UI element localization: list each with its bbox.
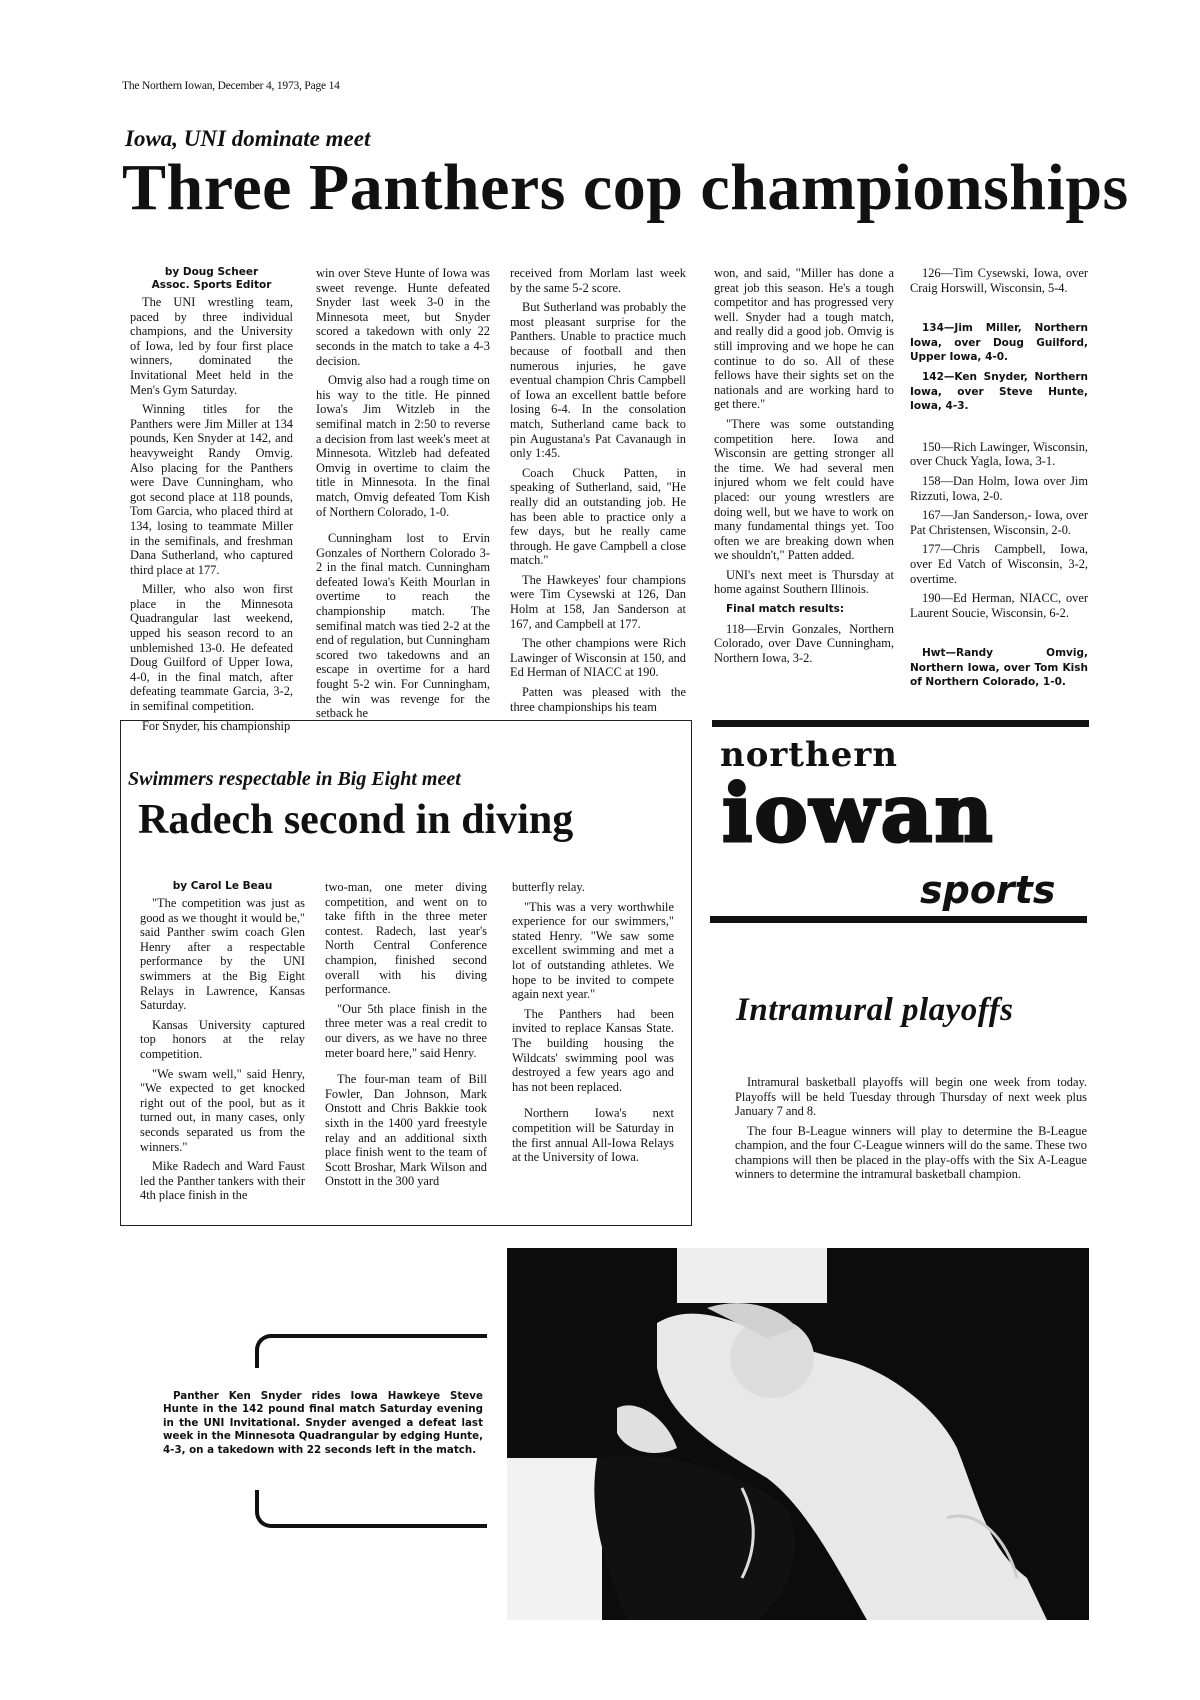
paragraph: The Hawkeyes' four champions were Tim Cysewski at 126, Dan Holm at 158, Jan Sanderson at 167, and Campbell at 177.	[510, 572, 686, 631]
result-item: 142—Ken Snyder, Northern Iowa, over Steve Hunte, Iowa, 4-3.	[910, 370, 1088, 413]
page-folio: The Northern Iowan, December 4, 1973, Page 14	[122, 80, 340, 92]
intramural-body	[735, 1075, 1087, 1187]
intramural-headline: Intramural playoffs	[736, 992, 1014, 1028]
paragraph: "There was some outstanding competition here. Iowa and Wisconsin are getting stronger all the time. We had several men injured whom we felt could have placed: our young wrestlers are doing well, but we have to work on many fundamental things yet. Too often we are breaking down when we shouldn't," Patten added.	[714, 416, 894, 563]
logo-bottom-rule	[710, 916, 1087, 923]
paragraph: Winning titles for the Panthers were Jim Miller at 134 pounds, Ken Snyder at 142, and heavyweight Randy Omvig. Also placing for the Panthers were Dave Cunningham, who got second place at 118 pounds, Tom Garcia, who placed third at 134, losing to teammate Miller in the semifinals, and freshman Dana Sutherland, who captured third place at 177.	[130, 402, 293, 577]
paragraph: The Panthers had been invited to replace Kansas State. The building housing the Wildcats' swimming pool was destroyed a few years ago and has not been replaced.	[512, 1006, 674, 1094]
byline-title: Assoc. Sports Editor	[151, 279, 272, 291]
paragraph: Coach Chuck Patten, in speaking of Sutherland, said, "He really did an outstanding job. He has been able to practice only a few days, but he really came through. He gave Campbell a close match."	[510, 465, 686, 568]
paragraph: But Sutherland was probably the most pleasant surprise for the Panthers. Unable to practice much because of football and then numerous injuries, he gave eventual champion Chris Campbell of Iowa an excellent battle before losing 6-4. In the consolation match, Sutherland came back to pin Augustana's Pat Cavanaugh in only 1:45.	[510, 300, 686, 461]
paragraph: The four B-League winners will play to determine the B-League champion, and the four C-League winners will do the same. These two champions will then be placed in the play-offs with the Six A-League winners to determine the intramural basketball champion.	[735, 1123, 1087, 1181]
result-item: 177—Chris Campbell, Iowa, over Ed Vatch of Wisconsin, 3-2, overtime.	[910, 542, 1088, 586]
result-item: 158—Dan Holm, Iowa over Jim Rizzuti, Iowa, 2-0.	[910, 473, 1088, 503]
paragraph: two-man, one meter diving competition, and went on to take fifth in the three meter contest. Radech, last year's North Central Conference champion, finished second overall with his diving performance.	[325, 880, 487, 997]
paragraph: Patten was pleased with the three championships his team	[510, 685, 686, 714]
logo-iowan: iowan	[722, 766, 995, 860]
swimming-column-3	[512, 880, 674, 1170]
paragraph: Kansas University captured top honors at the relay competition.	[140, 1017, 305, 1061]
caption-bracket-bottom	[255, 1490, 487, 1528]
wrestling-column-1	[130, 266, 293, 738]
paragraph: The other champions were Rich Lawinger of Wisconsin at 150, and Ed Herman of NIACC at 190.	[510, 636, 686, 680]
wrestling-kicker: Iowa, UNI dominate meet	[125, 126, 371, 151]
swimming-column-1	[140, 880, 305, 1208]
paragraph: Mike Radech and Ward Faust led the Panther tankers with their 4th place finish in the	[140, 1159, 305, 1203]
paragraph: won, and said, "Miller has done a great job this season. He's a tough competitor and has progressed very well. Snyder had a tough match, and really did a good job. Omvig is still improving and we hope he can continue to do so. All of these fellows have their sights set on the nationals and are working hard to get there."	[714, 266, 894, 412]
logo-sports: sports	[920, 868, 1056, 912]
result-item: 126—Tim Cysewski, Iowa, over Craig Horswill, Wisconsin, 5-4.	[910, 266, 1088, 295]
results-heading: Final match results:	[726, 603, 845, 616]
paragraph: butterfly relay.	[512, 880, 585, 894]
paragraph: For Snyder, his championship	[142, 718, 291, 733]
paragraph: Cunningham lost to Ervin Gonzales of Northern Colorado 3-2 in the final match. Cunningham defeated Iowa's Keith Mourlan in overtime to reach the championship match. The semifinal match was tied 2-2 at the end of regulation, but Cunningham scored two takedowns and an escape in overtime for a hard fought 5-2 win. For Cunningham, the win was revenge for the setback he	[316, 531, 490, 721]
result-item: 150—Rich Lawinger, Wisconsin, over Chuck Yagla, Iowa, 3-1.	[910, 439, 1088, 469]
paragraph: "This was a very worthwhile experience for our swimmers," stated Henry. "We saw some excellent swimming and met a lot of outstanding athletes. We hope to be invited to compete again next year."	[512, 899, 674, 1002]
wrestling-headline: Three Panthers cop championships	[122, 151, 1129, 224]
paragraph: win over Steve Hunte of Iowa was sweet revenge. Hunte defeated Snyder last week 3-0 in the Minnesota meet, but Snyder scored a takedown with only 22 seconds in the match to take a 4-3 decision.	[316, 266, 490, 368]
logo-northern: northern	[720, 735, 898, 775]
result-item: 190—Ed Herman, NIACC, over Laurent Soucie, Wisconsin, 6-2.	[910, 591, 1088, 620]
result-item: 167—Jan Sanderson,- Iowa, over Pat Christensen, Wisconsin, 2-0.	[910, 508, 1088, 537]
paragraph: "The competition was just as good as we thought it would be," said Panther swim coach Glen Henry after a respectable performance by the UNI swimmers at the Big Eight Relays in Lawrence, Kansas Saturday.	[140, 896, 305, 1013]
logo-top-rule	[712, 720, 1089, 727]
paragraph: UNI's next meet is Thursday at home against Southern Illinois.	[714, 567, 894, 597]
wrestling-photo	[507, 1248, 1089, 1620]
swimming-kicker: Swimmers respectable in Big Eight meet	[128, 768, 461, 790]
swimming-headline: Radech second in diving	[138, 797, 574, 843]
photo-caption	[163, 1390, 483, 1457]
byline-name: by Doug Scheer	[164, 266, 259, 278]
byline: by Carol Le Beau	[172, 880, 273, 892]
result-item: Hwt—Randy Omvig, Northern Iowa, over Tom Kish of Northern Colorado, 1-0.	[910, 647, 1088, 689]
paragraph: Miller, who also won first place in the Minnesota Quadrangular last weekend, upped his season record to an unblemished 13-0. He defeated Doug Guilford of Upper Iowa, 4-0, in the final match, after defeating teammate Garcia, 3-2, in semifinal competition.	[130, 582, 293, 714]
result-item: 134—Jim Miller, Northern Iowa, over Doug Guilford, Upper Iowa, 4-0.	[910, 322, 1088, 364]
paragraph: Intramural basketball playoffs will begin one week from today. Playoffs will be held Tuesday through Thursday of next week plus January 7 and 8.	[735, 1075, 1087, 1118]
paragraph: "Our 5th place finish in the three meter was a real credit to our divers, as we have no three meter board here," said Henry.	[325, 1001, 487, 1060]
wrestling-column-2	[316, 266, 490, 726]
paragraph: The four-man team of Bill Fowler, Dan Johnson, Mark Onstott and Chris Bakkie took sixth in the 1400 yard freestyle relay and an additional sixth place finish went to the team of Scott Broshar, Mark Wilson and Onstott in the 300 yard	[325, 1072, 487, 1189]
wrestling-column-3	[510, 266, 686, 719]
wrestling-column-4	[714, 266, 894, 670]
caption-bracket-top	[255, 1334, 487, 1368]
wrestling-results-column	[910, 266, 1088, 695]
result-item: 118—Ervin Gonzales, Northern Colorado, over Dave Cunningham, Northern Iowa, 3-2.	[714, 621, 894, 665]
paragraph: "We swam well," said Henry, "We expected to get knocked right out of the pool, but as it turned out, in many cases, only seconds separated us from the winners."	[140, 1066, 305, 1154]
caption-text: Panther Ken Snyder rides Iowa Hawkeye Steve Hunte in the 142 pound final match Saturday evening in the UNI Invitational. Snyder avenged a defeat last week in the Minnesota Quadrangular by edging Hunte, 4-3, on a takedown with 22 seconds left in the match.	[163, 1390, 483, 1456]
paragraph: Northern Iowa's next competition will be Saturday in the first annual All-Iowa Relays at the University of Iowa.	[512, 1106, 674, 1165]
paragraph: The UNI wrestling team, paced by three individual champions, and the University of Iowa, led by four first place winners, dominated the Invitational Meet held in the Men's Gym Saturday.	[130, 295, 293, 397]
paragraph: received from Morlam last week by the same 5-2 score.	[510, 266, 686, 295]
paragraph: Omvig also had a rough time on his way to the title. He pinned Iowa's Jim Witzleb in the semifinal match in 2:50 to reverse a decision from last week's meet at Minnesota. Witzleb had defeated Omvig in overtime to claim the title in Minnesota. In the final match, Omvig defeated Tom Kish of Northern Colorado, 1-0.	[316, 373, 490, 519]
wrestlers-image	[507, 1248, 1089, 1620]
swimming-column-2	[325, 880, 487, 1194]
